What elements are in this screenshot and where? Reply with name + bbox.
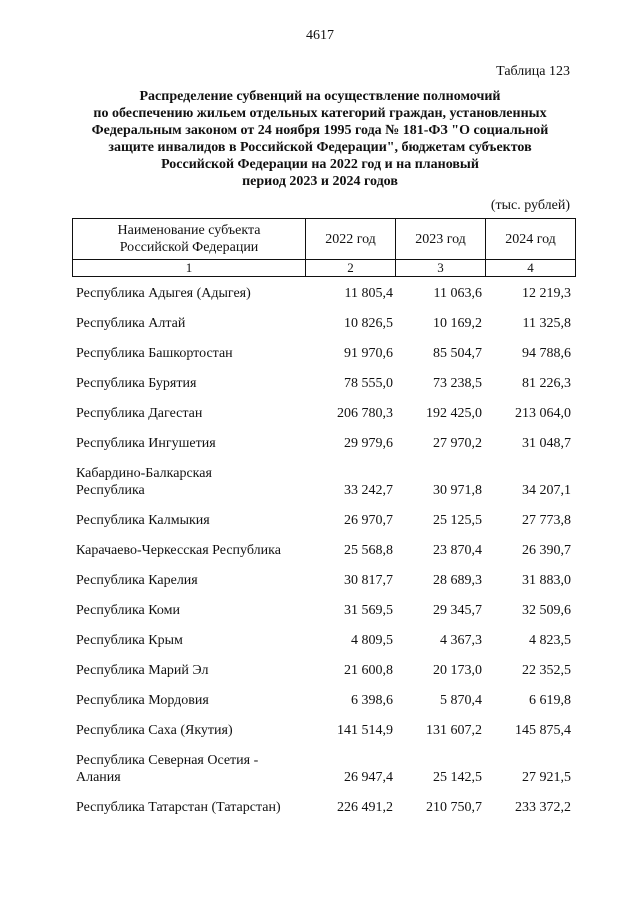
column-number: 2: [306, 260, 396, 277]
table-row: [72, 368, 572, 398]
table-row: [72, 565, 572, 595]
value-2024: 31 883,0: [522, 573, 571, 588]
value-2024: 34 207,1: [522, 483, 571, 498]
table-row: [72, 745, 572, 792]
region-name-line: Республика Бурятия: [76, 376, 197, 391]
table-header: [72, 218, 576, 277]
title-line: Распределение субвенций на осуществление полномочий: [139, 89, 501, 104]
region-name-line: Республика Калмыкия: [76, 513, 210, 528]
region-name-line: Кабардино-Балкарская: [76, 466, 212, 481]
region-name-line: Республика Крым: [76, 633, 183, 648]
value-2022: 30 817,7: [344, 573, 393, 588]
table-row: [72, 685, 572, 715]
region-name: [76, 465, 308, 499]
value-2024: 22 352,5: [522, 663, 571, 678]
region-name: [76, 799, 308, 816]
value-2024: 6 619,8: [529, 693, 571, 708]
title-line: Федеральным законом от 24 ноября 1995 года № 181-ФЗ "О социальной: [91, 123, 549, 138]
table-row: [72, 535, 572, 565]
value-2022: 206 780,3: [337, 406, 393, 421]
region-name: [76, 632, 308, 649]
table-row: [72, 625, 572, 655]
title-line: период 2023 и 2024 годов: [242, 174, 398, 189]
table-row: [72, 595, 572, 625]
table-row: [72, 398, 572, 428]
column-number: 3: [396, 260, 486, 277]
value-2024: 27 773,8: [522, 513, 571, 528]
region-name-line: Республика Марий Эл: [76, 663, 209, 678]
page-number: 4617: [306, 28, 334, 43]
header-year-2024: 2024 год: [486, 219, 576, 260]
region-name-line: Республика Саха (Якутия): [76, 723, 233, 738]
value-2024: 4 823,5: [529, 633, 571, 648]
value-2023: 25 125,5: [433, 513, 482, 528]
value-2023: 29 345,7: [433, 603, 482, 618]
region-name-line: Республика Алтай: [76, 316, 186, 331]
title-line: Российской Федерации на 2022 год и на плановый: [161, 157, 479, 172]
region-name: [76, 285, 308, 302]
region-name-line: Республика: [76, 483, 145, 498]
value-2022: 25 568,8: [344, 543, 393, 558]
region-name: [76, 315, 308, 332]
column-number: 4: [486, 260, 576, 277]
table-body: [72, 278, 572, 822]
table-row: [72, 792, 572, 822]
region-name: [76, 435, 308, 452]
region-name-line: Карачаево-Черкесская Республика: [76, 543, 281, 558]
value-2023: 5 870,4: [440, 693, 482, 708]
region-name: [76, 345, 308, 362]
value-2024: 145 875,4: [515, 723, 571, 738]
region-name-line: Республика Мордовия: [76, 693, 209, 708]
region-name-line: Республика Адыгея (Адыгея): [76, 286, 251, 301]
table-row: [72, 308, 572, 338]
value-2022: 6 398,6: [351, 693, 393, 708]
region-name: [76, 405, 308, 422]
value-2024: 12 219,3: [522, 286, 571, 301]
region-name: [76, 662, 308, 679]
value-2024: 94 788,6: [522, 346, 571, 361]
title-line: защите инвалидов в Российской Федерации", бюджетам субъектов: [108, 140, 532, 155]
value-2022: 33 242,7: [344, 483, 393, 498]
value-2023: 210 750,7: [426, 800, 482, 815]
value-2023: 27 970,2: [433, 436, 482, 451]
value-2022: 26 970,7: [344, 513, 393, 528]
value-2023: 23 870,4: [433, 543, 482, 558]
value-2023: 11 063,6: [433, 286, 482, 301]
value-2023: 73 238,5: [433, 376, 482, 391]
table-row: [72, 428, 572, 458]
value-2023: 4 367,3: [440, 633, 482, 648]
region-name-line: Республика Карелия: [76, 573, 198, 588]
region-name-line: Республика Дагестан: [76, 406, 203, 421]
value-2024: 26 390,7: [522, 543, 571, 558]
table-row: [72, 655, 572, 685]
value-2023: 20 173,0: [433, 663, 482, 678]
column-number: 1: [73, 260, 306, 277]
region-name-line: Республика Башкортостан: [76, 346, 233, 361]
table-row: [72, 505, 572, 535]
value-2022: 26 947,4: [344, 770, 393, 785]
value-2023: 30 971,8: [433, 483, 482, 498]
value-2022: 31 569,5: [344, 603, 393, 618]
region-name-line: Алания: [76, 770, 121, 785]
region-name: [76, 722, 308, 739]
value-2024: 32 509,6: [522, 603, 571, 618]
region-name: [76, 542, 308, 559]
value-2022: 141 514,9: [337, 723, 393, 738]
value-2023: 28 689,3: [433, 573, 482, 588]
value-2022: 78 555,0: [344, 376, 393, 391]
table-label: Таблица 123: [496, 64, 570, 79]
header-name: [73, 219, 306, 260]
value-2024: 31 048,7: [522, 436, 571, 451]
region-name: [76, 512, 308, 529]
region-name: [76, 375, 308, 392]
value-2022: 29 979,6: [344, 436, 393, 451]
table-row: [72, 338, 572, 368]
header-year-2022: 2022 год: [306, 219, 396, 260]
units-label: (тыс. рублей): [490, 198, 570, 213]
value-2024: 11 325,8: [522, 316, 571, 331]
header-name-line: Наименование субъекта: [117, 223, 261, 238]
region-name-line: Республика Татарстан (Татарстан): [76, 800, 281, 815]
document-title: [70, 88, 570, 190]
value-2024: 81 226,3: [522, 376, 571, 391]
value-2022: 10 826,5: [344, 316, 393, 331]
value-2023: 25 142,5: [433, 770, 482, 785]
value-2022: 11 805,4: [344, 286, 393, 301]
value-2023: 85 504,7: [433, 346, 482, 361]
region-name: [76, 692, 308, 709]
value-2022: 91 970,6: [344, 346, 393, 361]
region-name: [76, 572, 308, 589]
table-row: [72, 458, 572, 505]
value-2022: 226 491,2: [337, 800, 393, 815]
value-2024: 213 064,0: [515, 406, 571, 421]
region-name-line: Республика Северная Осетия -: [76, 753, 259, 768]
value-2023: 10 169,2: [433, 316, 482, 331]
region-name-line: Республика Ингушетия: [76, 436, 216, 451]
table-row: [72, 715, 572, 745]
header-name-line: Российской Федерации: [119, 240, 259, 255]
region-name-line: Республика Коми: [76, 603, 180, 618]
value-2022: 21 600,8: [344, 663, 393, 678]
region-name: [76, 752, 308, 786]
value-2023: 192 425,0: [426, 406, 482, 421]
value-2024: 233 372,2: [515, 800, 571, 815]
header-year-2023: 2023 год: [396, 219, 486, 260]
table-row: [72, 278, 572, 308]
value-2022: 4 809,5: [351, 633, 393, 648]
value-2023: 131 607,2: [426, 723, 482, 738]
region-name: [76, 602, 308, 619]
value-2024: 27 921,5: [522, 770, 571, 785]
title-line: по обеспечению жильем отдельных категорий граждан, установленных: [93, 106, 547, 121]
